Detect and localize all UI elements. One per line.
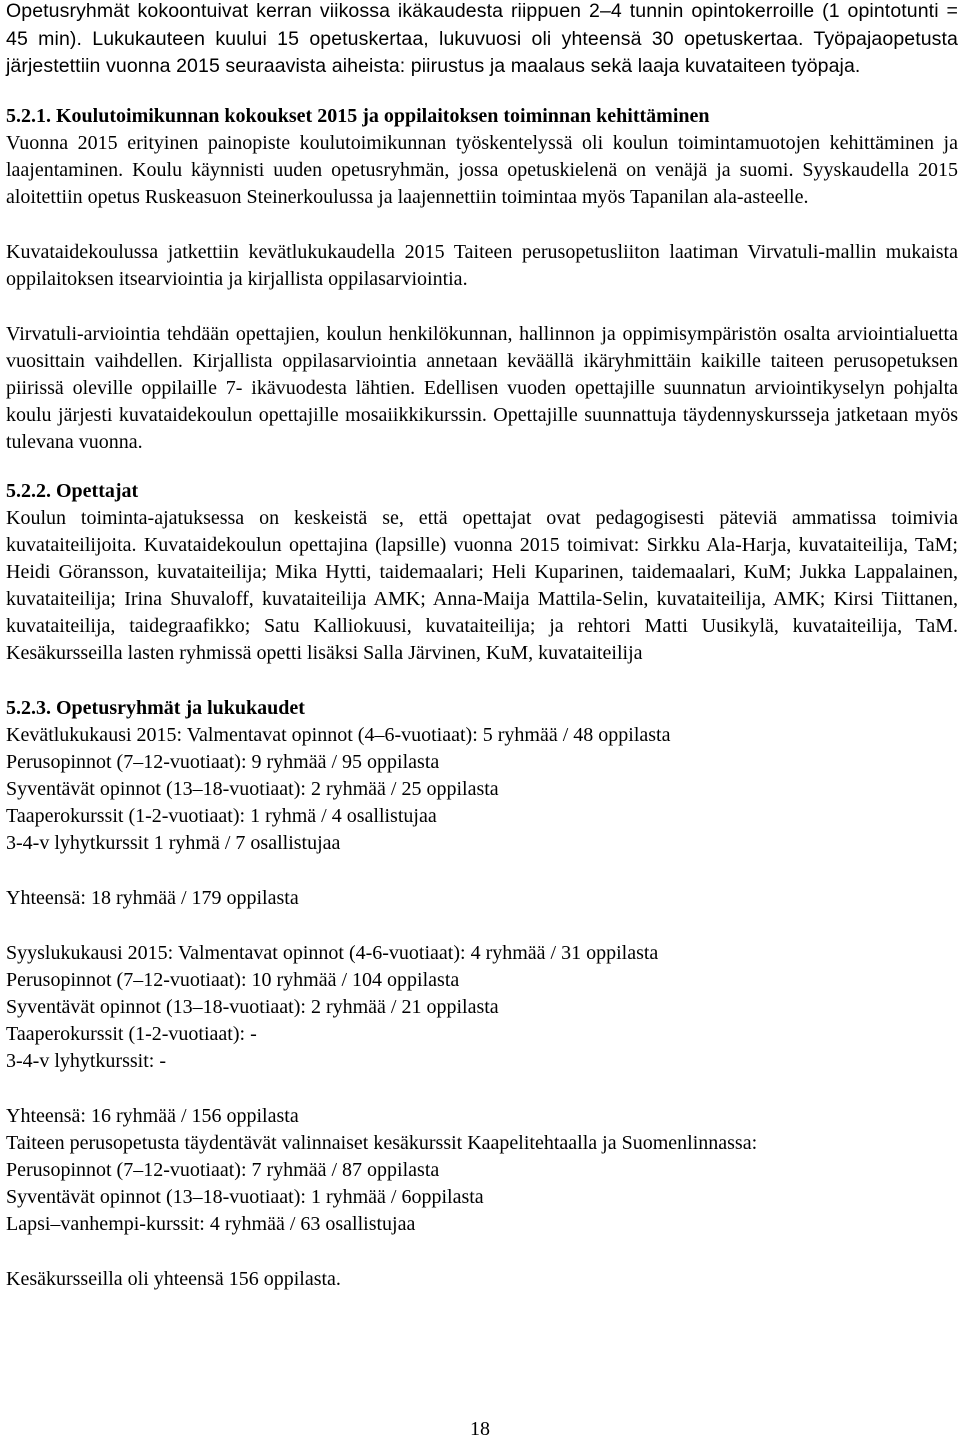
spring-line: Syventävät opinnot (13–18-vuotiaat): 2 ryhmää / 25 oppilasta	[6, 777, 499, 800]
section-5-2-1	[6, 103, 958, 211]
autumn-line: Taaperokurssit (1-2-vuotiaat): -	[6, 1022, 257, 1045]
summer-total: Kesäkursseilla oli yhteensä 156 oppilasta.	[6, 1267, 341, 1290]
section-5-2-2-body: Koulun toiminta-ajatuksessa on keskeistä se, että opettajat ovat pedagogisesti päteviä ammatissa toimivia kuvataiteilijoita. Kuvataidekoulun opettajina (lapsille) vuonna 2015 toimivat: Sirkku Ala-Harja, kuvataiteilija, TaM; Heidi Göransson, kuvataiteilija; Mika Hytti, taidemaalari; Heli Kuparinen, taidemaalari, KuM; Jukka Lappalainen, kuvataiteilija; Irina Shuvaloff, kuvataiteilija AMK; Anna-Maija Mattila-Selin, kuvataiteilija, AMK; Kirsi Tiittanen, kuvataiteilija, taidegraafikko; Satu Kalliokuusi, kuvataiteilija; ja rehtori Matti Uusikylä, kuvataiteilija, TaM. Kesäkursseilla lasten ryhmissä opetti lisäksi Salla Järvinen, KuM, kuvataiteilija	[6, 506, 958, 664]
page-number: 18	[470, 1418, 490, 1440]
section-5-2-3-heading	[6, 695, 958, 722]
spring-line: Perusopinnot (7–12-vuotiaat): 9 ryhmää / 95 oppilasta	[6, 750, 440, 773]
section-5-2-2-title: Opettajat	[56, 479, 139, 502]
section-5-2-3	[6, 695, 958, 1293]
section-5-2-1-heading	[6, 105, 710, 127]
autumn-line: Syventävät opinnot (13–18-vuotiaat): 2 ryhmää / 21 oppilasta	[6, 995, 499, 1018]
summer-line: Syventävät opinnot (13–18-vuotiaat): 1 ryhmää / 6oppilasta	[6, 1185, 484, 1208]
section-5-2-2-heading	[6, 480, 138, 502]
section-5-2-3-title: Opetusryhmät ja lukukaudet	[56, 696, 305, 719]
autumn-line: 3-4-v lyhytkurssit: -	[6, 1049, 166, 1072]
autumn-line: Syyslukukausi 2015: Valmentavat opinnot (4-6-vuotiaat): 4 ryhmää / 31 oppilasta	[6, 941, 659, 964]
intro-paragraph: Opetusryhmät kokoontuivat kerran viikossa ikäkaudesta riippuen 2–4 tunnin opintokerroille (1 opintotunti = 45 min). Lukukauteen kuului 15 opetuskertaa, lukuvuosi oli yhteensä 30 opetuskertaa. Työpajaopetusta järjestettiin vuonna 2015 seuraavista aiheista: piirustus ja maalaus sekä laaja kuvataiteen työpaja.	[6, 0, 958, 77]
section-5-2-1-number: 5.2.1.	[6, 104, 51, 127]
summer-line: Perusopinnot (7–12-vuotiaat): 7 ryhmää / 87 oppilasta	[6, 1158, 440, 1181]
section-5-2-1-title: Koulutoimikunnan kokoukset 2015 ja oppilaitoksen toiminnan kehittäminen	[56, 104, 710, 127]
autumn-line: Perusopinnot (7–12-vuotiaat): 10 ryhmää / 104 oppilasta	[6, 968, 460, 991]
spring-line: Taaperokurssit (1-2-vuotiaat): 1 ryhmä / 4 osallistujaa	[6, 804, 437, 827]
spring-line: Kevätlukukausi 2015: Valmentavat opinnot (4–6-vuotiaat): 5 ryhmää / 48 oppilasta	[6, 723, 671, 746]
virvatuli-paragraph: Virvatuli-arviointia tehdään opettajien, koulun henkilökunnan, hallinnon ja oppimisympäristön osalta arviointialuetta vuosittain vaihdellen. Kirjallista oppilasarviointia annetaan keväällä ikäryhmittäin kaikille taiteen perusopetuksen piirissä oleville oppilaille 7- ikävuodesta lähtien. Edellisen vuoden opettajille suunnatun arviointikyselyn pohjalta koulu järjesti kuvataidekoulun opettajille mosaiikkikurssin. Opettajille suunnattuja täydennyskursseja jatketaan myös tulevana vuonna.	[6, 322, 958, 453]
spring-line: 3-4-v lyhytkurssit 1 ryhmä / 7 osallistujaa	[6, 831, 341, 854]
spring-total: Yhteensä: 18 ryhmää / 179 oppilasta	[6, 886, 299, 909]
section-5-2-2	[6, 478, 958, 667]
section-5-2-3-number: 5.2.3.	[6, 696, 51, 719]
summer-line: Taiteen perusopetusta täydentävät valinnaiset kesäkurssit Kaapelitehtaalla ja Suomenlinnassa:	[6, 1131, 758, 1154]
document-page	[6, 0, 958, 1293]
section-5-2-1-body: Vuonna 2015 erityinen painopiste koulutoimikunnan työskentelyssä oli koulun toimintamuotojen kehittäminen ja laajentaminen. Koulu käynnisti uuden opetusryhmän, jossa opetuskielenä on venäjä ja suomi. Syyskaudella 2015 aloitettiin opetus Ruskeasuon Steinerkoulussa ja laajennettiin toimintaa myös Tapanilan ala-asteelle.	[6, 131, 958, 208]
summer-line: Lapsi–vanhempi-kurssit: 4 ryhmää / 63 osallistujaa	[6, 1212, 416, 1235]
section-5-2-2-number: 5.2.2.	[6, 479, 51, 502]
autumn-total-line: Yhteensä: 16 ryhmää / 156 oppilasta	[6, 1104, 299, 1127]
evaluation-paragraph: Kuvataidekoulussa jatkettiin kevätlukukaudella 2015 Taiteen perusopetusliiton laatiman Virvatuli-mallin mukaista oppilaitoksen itsearviointia ja kirjallista oppilasarviointia.	[6, 240, 958, 290]
